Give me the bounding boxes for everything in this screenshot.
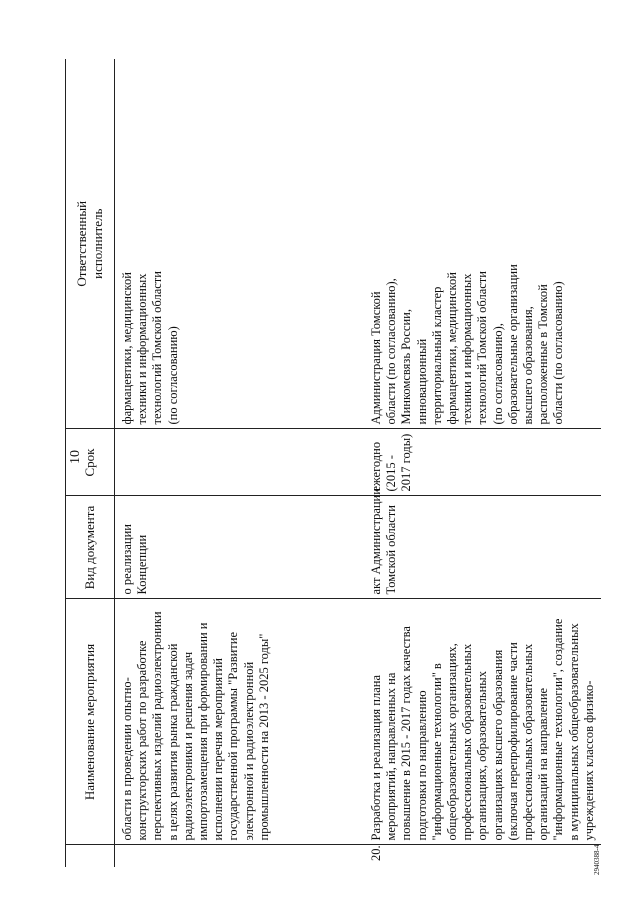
measure-name-line: организаций на направление (536, 687, 551, 841)
header-document-type: Вид документа (66, 496, 115, 599)
measure-name-line: промышленности на 2013 - 2025 годы" (256, 633, 271, 841)
measure-name-line: организациях высшего образования (490, 649, 505, 841)
term-line: ежегодно (369, 441, 383, 492)
measure-name-line: профессиональных образовательных (460, 643, 475, 841)
table-row (364, 59, 601, 867)
measure-name-cell (364, 599, 601, 845)
responsible-cell (364, 59, 601, 429)
responsible-cell (115, 59, 365, 429)
measures-table (65, 59, 601, 867)
header-responsible (66, 59, 115, 429)
measure-name-line: организациях, образовательных (475, 671, 490, 841)
document-type-cell (364, 488, 601, 599)
responsible-line: территориальный кластер (429, 286, 444, 425)
document-type-line: о реализации (120, 524, 134, 595)
term-line: (2015 - (384, 455, 399, 492)
term-cell (364, 429, 601, 496)
table-header-row (66, 59, 115, 867)
document-type-line: Томской области (384, 505, 399, 595)
document-type-line: акт Администрации (369, 488, 383, 595)
responsible-line: фармацевтики, медицинской (445, 272, 460, 425)
measure-name-line: Разработка и реализация плана (369, 674, 383, 841)
document-type-line: Концепции (135, 534, 150, 595)
measure-name-line: в муниципальных общеобразовательных (566, 623, 581, 841)
measure-name-line: подготовки по направлению (414, 690, 429, 841)
document-type-cell (115, 496, 365, 599)
responsible-line: инновационный (414, 338, 429, 425)
measure-name-line: государственной программы "Развитие (226, 631, 241, 841)
header-name: Наименование мероприятия (66, 599, 115, 845)
responsible-line: (по согласованию), (490, 323, 505, 425)
responsible-line: высшего образования, (521, 306, 536, 425)
measure-name-cell (115, 599, 365, 845)
document-id: 2940388-4 (593, 844, 601, 875)
measure-name-line: электронной и радиоэлектронной (241, 661, 256, 841)
measure-name-line: (включая перепрофилирование части (505, 642, 520, 841)
row-number (115, 845, 365, 867)
responsible-line: фармацевтики, медицинской (120, 272, 134, 425)
responsible-line: области (по согласованию) (551, 281, 566, 425)
measure-name-line: области в проведении опытно- (120, 677, 134, 841)
term-line: 2017 годы) (399, 433, 414, 492)
responsible-line: техники и информационных (135, 273, 150, 425)
responsible-line: техники и информационных (460, 273, 475, 425)
rotated-document-page (60, 27, 620, 877)
measure-name-line: "информационные технологии", создание (551, 618, 566, 841)
header-responsible-line-2: исполнитель (90, 208, 105, 279)
measure-name-line: профессиональных образовательных (521, 643, 536, 841)
responsible-line: технологий Томской области (475, 271, 490, 425)
table-row (115, 59, 365, 867)
measure-name-line: мероприятий, направленных на (384, 672, 399, 841)
measure-name-line: "информационные технологии" в (429, 663, 444, 841)
header-responsible-line-1: Ответственный (74, 200, 89, 287)
measure-name-line: общеобразовательных организациях, (445, 643, 460, 841)
header-number (66, 845, 115, 867)
term-cell (115, 429, 365, 496)
measure-name-line: радиоэлектроники и решения задач (180, 651, 195, 841)
responsible-line: области (по согласованию), (384, 278, 399, 425)
measure-name-line: исполнении перечня мероприятий (211, 658, 226, 841)
responsible-line: Минкомсвязь России, (399, 309, 414, 425)
measure-name-line: импортозамещения при формировании и (196, 622, 211, 841)
responsible-line: образовательные организации (505, 264, 520, 425)
responsible-line: Администрация Томской (369, 291, 383, 425)
measure-name-line: в целях развития рынка гражданской (165, 643, 180, 841)
header-term: Срок (66, 429, 115, 496)
measure-name-line: конструкторских работ по разработке (135, 640, 150, 841)
row-number: 20. (369, 845, 383, 861)
responsible-line: (по согласованию) (165, 326, 180, 425)
measure-name-line: учреждениях классов физико- (581, 680, 596, 841)
measure-name-line: повышение в 2015 - 2017 годах качества (399, 626, 414, 841)
page-number: 10 (68, 450, 83, 464)
responsible-line: технологий Томской области (150, 271, 165, 425)
responsible-line: расположенные в Томской (536, 284, 551, 425)
measure-name-line: перспективных изделий радиоэлектроники (150, 611, 165, 841)
